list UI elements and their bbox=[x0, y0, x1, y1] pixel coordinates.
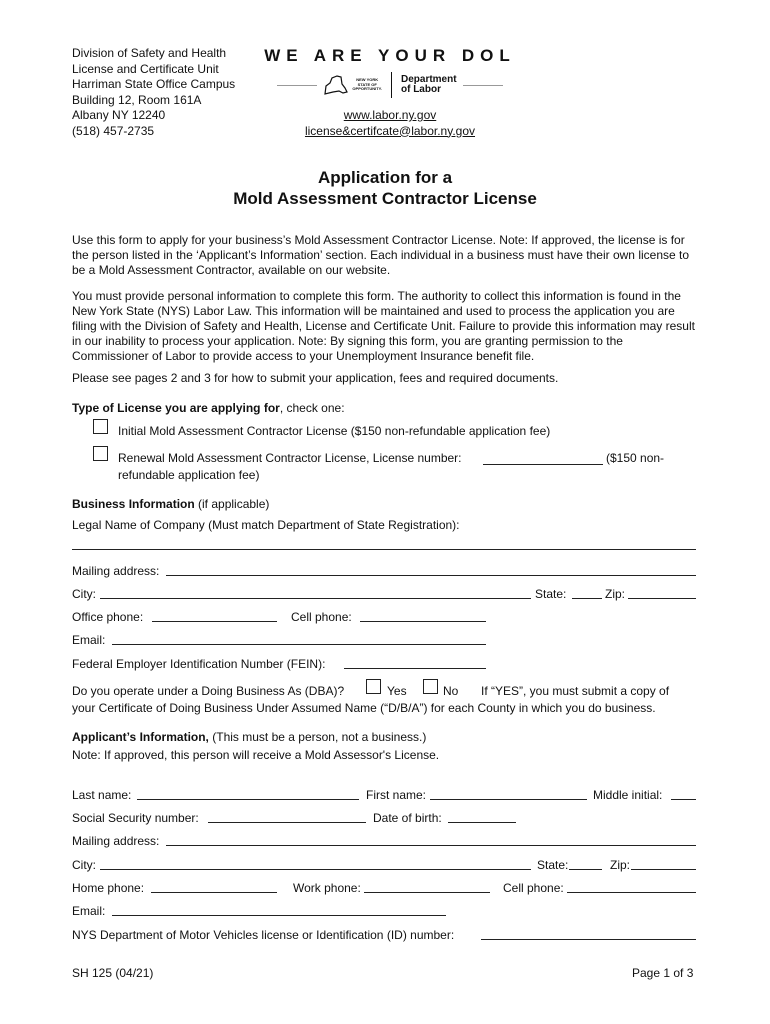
ny-state-outline-icon bbox=[323, 74, 349, 96]
applicant-cell-input[interactable] bbox=[567, 892, 696, 893]
renewal-fee-label: ($150 non- bbox=[606, 451, 665, 465]
ssn-input[interactable] bbox=[208, 822, 366, 823]
business-state-input[interactable] bbox=[572, 598, 602, 599]
initial-license-checkbox[interactable] bbox=[93, 419, 108, 434]
contact-links bbox=[255, 108, 525, 139]
work-phone-label: Work phone: bbox=[293, 881, 361, 895]
address-line: Albany NY 12240 bbox=[72, 108, 166, 122]
ssn-label: Social Security number: bbox=[72, 811, 199, 825]
address-line: License and Certificate Unit bbox=[72, 61, 219, 76]
last-name-label: Last name: bbox=[72, 788, 132, 802]
dba-no-label: No bbox=[443, 684, 459, 698]
dba-question: Do you operate under a Doing Business As (DBA)? bbox=[72, 684, 345, 698]
applicant-mailing-label: Mailing address: bbox=[72, 834, 160, 848]
applicant-city-label: City: bbox=[72, 858, 96, 872]
business-zip-input[interactable] bbox=[628, 598, 696, 599]
dob-input[interactable] bbox=[448, 822, 516, 823]
dba-no-checkbox[interactable] bbox=[423, 679, 438, 694]
first-name-label: First name: bbox=[366, 788, 427, 802]
middle-initial-label: Middle initial: bbox=[593, 788, 663, 802]
dba-note: If “YES”, you must submit a copy of bbox=[481, 684, 670, 698]
intro-paragraph-3: Please see pages 2 and 3 for how to submit your application, fees and required documents. bbox=[72, 371, 559, 385]
work-phone-input[interactable] bbox=[364, 892, 490, 893]
dmv-id-label: NYS Department of Motor Vehicles license or Identification (ID) number: bbox=[72, 928, 455, 942]
dept-wordmark: Department of Labor bbox=[400, 74, 457, 95]
middle-initial-input[interactable] bbox=[671, 799, 696, 800]
address-line: Building 12, Room 161A bbox=[72, 92, 202, 107]
logo-rule-left bbox=[277, 85, 317, 86]
office-phone-input[interactable] bbox=[152, 621, 277, 622]
renewal-license-label: Renewal Mold Assessment Contractor License, License number: bbox=[118, 451, 462, 465]
business-state-label: State: bbox=[535, 587, 567, 601]
business-cell-label: Cell phone: bbox=[291, 610, 352, 624]
business-city-label: City: bbox=[72, 587, 96, 601]
address-line: Division of Safety and Health bbox=[72, 46, 227, 60]
applicant-email-label: Email: bbox=[72, 904, 106, 918]
dmv-id-input[interactable] bbox=[481, 939, 696, 940]
address-line: (518) 457-2735 bbox=[72, 123, 155, 138]
intro-paragraph-1: Use this form to apply for your business’s Mold Assessment Contractor License. Note: If approved, the license is for the person listed in the ‘Applicant’s Information’ section. Each individual in a business must have their own license to be a Mold Assessment Contractor, available on our website. bbox=[72, 233, 690, 277]
dba-note-cont: your Certificate of Doing Business Under Assumed Name (“D/B/A”) for each County in which you do business. bbox=[72, 701, 656, 715]
applicant-state-input[interactable] bbox=[569, 869, 602, 870]
ny-state-wordmark: NEW YORK STATE OF OPPORTUNITY. bbox=[352, 77, 382, 92]
fein-label: Federal Employer Identification Number (FEIN): bbox=[72, 657, 326, 671]
dba-yes-label: Yes bbox=[387, 684, 407, 698]
renewal-license-checkbox[interactable] bbox=[93, 446, 108, 461]
last-name-input[interactable] bbox=[137, 799, 359, 800]
office-phone-label: Office phone: bbox=[72, 610, 144, 624]
intro-paragraph-2: You must provide personal information to complete this form. The authority to collect this information is found in the New York State (NYS) Labor Law. This information will be maintained and used to process the application you are filing with the Division of Safety and Health, License and Certificate Unit. Failure to provide this information may result in our inability to process your application. Note: By signing this form, you are granting permission to the Commissioner of Labor to provide access to your Unemployment Insurance benefit file. bbox=[72, 289, 695, 363]
renewal-fee-label-cont: refundable application fee) bbox=[118, 468, 260, 482]
ny-state-logo bbox=[323, 74, 382, 96]
applicant-note: Note: If approved, this person will receive a Mold Assessor's License. bbox=[72, 748, 440, 762]
first-name-input[interactable] bbox=[430, 799, 587, 800]
logo-rule-right bbox=[463, 85, 503, 86]
dba-yes-checkbox[interactable] bbox=[366, 679, 381, 694]
address-line: Harriman State Office Campus bbox=[72, 77, 236, 91]
business-cell-input[interactable] bbox=[360, 621, 486, 622]
initial-license-label: Initial Mold Assessment Contractor License ($150 non-refundable application fee) bbox=[118, 424, 551, 438]
legal-name-input[interactable] bbox=[72, 549, 696, 550]
business-email-label: Email: bbox=[72, 633, 106, 647]
home-phone-label: Home phone: bbox=[72, 881, 145, 895]
home-phone-input[interactable] bbox=[151, 892, 277, 893]
website-link[interactable]: www.labor.ny.gov bbox=[343, 108, 437, 122]
applicant-email-input[interactable] bbox=[112, 915, 446, 916]
applicant-city-input[interactable] bbox=[100, 869, 531, 870]
fein-input[interactable] bbox=[344, 668, 486, 669]
business-info-heading: Business Information (if applicable) bbox=[72, 497, 270, 511]
dol-brand bbox=[255, 46, 525, 139]
page-number: Page 1 of 3 bbox=[632, 966, 694, 980]
form-id: SH 125 (04/21) bbox=[72, 966, 154, 980]
license-type-heading: Type of License you are applying for, check one: bbox=[72, 401, 345, 415]
applicant-state-label: State: bbox=[537, 858, 569, 872]
applicant-info-heading: Applicant’s Information, (This must be a person, not a business.) bbox=[72, 730, 427, 744]
license-number-input[interactable] bbox=[483, 464, 603, 465]
business-zip-label: Zip: bbox=[605, 587, 626, 601]
dob-label: Date of birth: bbox=[373, 811, 442, 825]
business-mailing-label: Mailing address: bbox=[72, 564, 160, 578]
business-mailing-input[interactable] bbox=[166, 575, 696, 576]
applicant-cell-label: Cell phone: bbox=[503, 881, 564, 895]
page-title: Application for a Mold Assessment Contractor License bbox=[233, 168, 537, 208]
agency-address bbox=[72, 46, 235, 139]
logo-divider bbox=[391, 72, 392, 98]
email-link[interactable]: license&certifcate@labor.ny.gov bbox=[304, 123, 476, 138]
dol-logo bbox=[255, 72, 525, 98]
business-email-input[interactable] bbox=[112, 644, 486, 645]
applicant-mailing-input[interactable] bbox=[166, 845, 696, 846]
tagline: WE ARE YOUR DOL bbox=[264, 46, 516, 65]
applicant-zip-input[interactable] bbox=[631, 869, 696, 870]
applicant-zip-label: Zip: bbox=[610, 858, 631, 872]
legal-name-label: Legal Name of Company (Must match Department of State Registration): bbox=[72, 518, 460, 532]
business-city-input[interactable] bbox=[100, 598, 531, 599]
